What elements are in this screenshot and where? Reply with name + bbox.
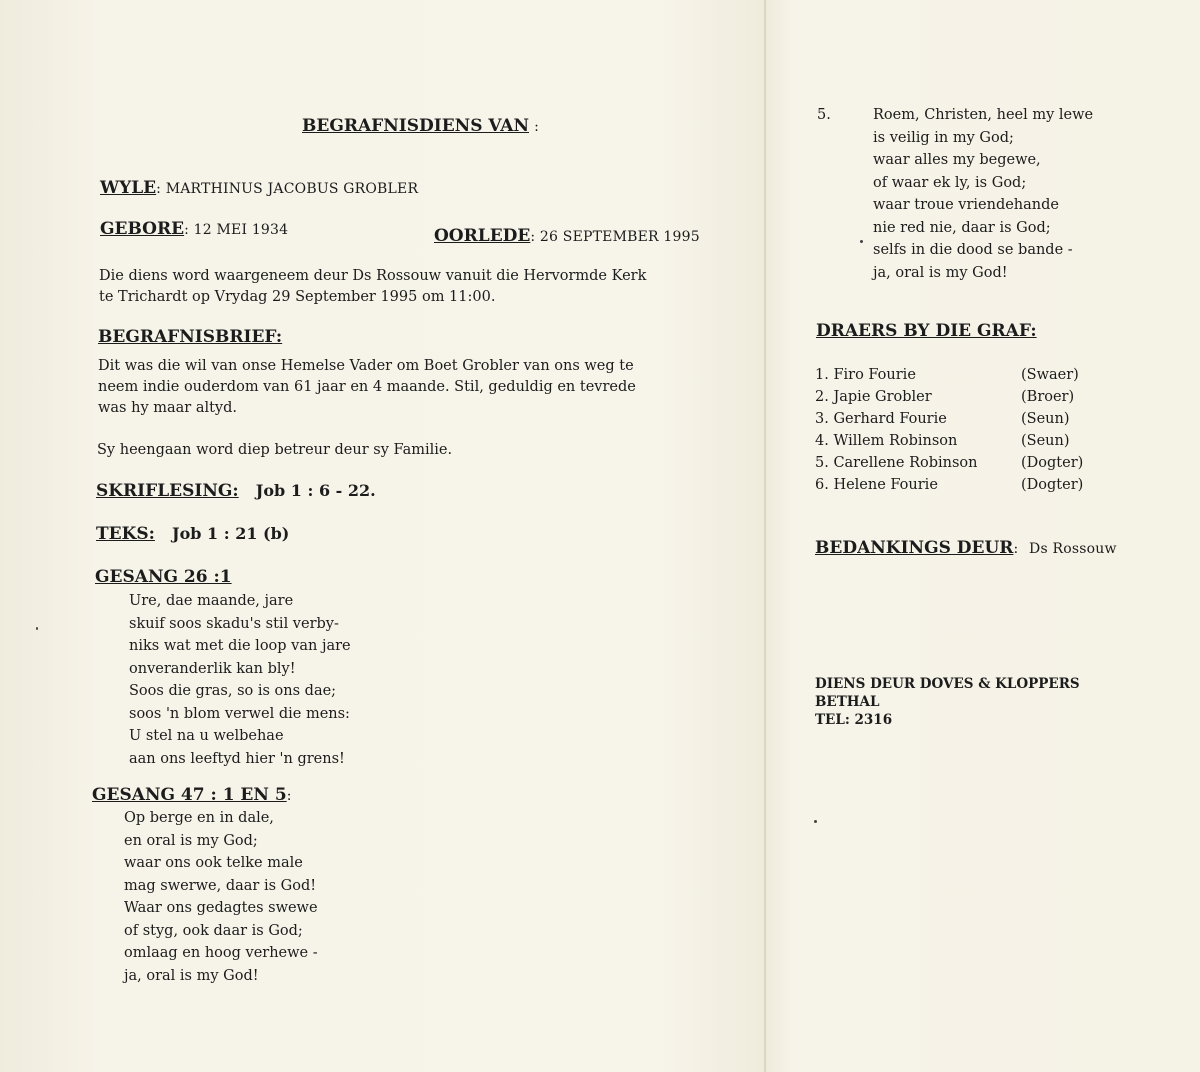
paper-speck — [814, 820, 817, 823]
thanks-value: Ds Rossouw — [1029, 541, 1117, 557]
thanks-row: BEDANKINGS DEUR: Ds Rossouw — [815, 538, 1117, 558]
list-item: 4. Willem Robinson (Seun) — [815, 433, 1070, 449]
born-row — [100, 219, 288, 239]
wyle-value: : MARTHINUS JACOBUS GROBLER — [156, 181, 419, 197]
hymn1-heading: GESANG 26 :1 — [95, 567, 232, 587]
gebore-value: : 12 MEI 1934 — [184, 222, 289, 238]
bearers-heading: DRAERS BY DIE GRAF: — [816, 321, 1037, 341]
program-title: BEGRAFNISDIENS VAN : — [302, 116, 540, 136]
verse-number: 5. — [817, 107, 831, 123]
letter-heading: BEGRAFNISBRIEF: — [98, 327, 283, 347]
thanks-label: BEDANKINGS DEUR — [815, 538, 1014, 558]
text-reference — [96, 524, 289, 544]
list-item: 3. Gerhard Fourie (Seun) — [815, 411, 1070, 427]
list-item: 6. Helene Fourie (Dogter) — [815, 477, 1084, 493]
skriflesing-label: SKRIFLESING: — [96, 481, 239, 501]
list-item: 2. Japie Grobler (Broer) — [815, 389, 1075, 405]
paper-speck — [36, 627, 38, 630]
list-item: 1. Firo Fourie (Swaer) — [815, 367, 1079, 383]
letter-text: Dit was die wil van onse Hemelse Vader om Boet Grobler van ons weg te neem indie ouderdom van 61 jaar en 4 maande. Stil, geduldig en tevrede was hy maar altyd. — [98, 358, 636, 416]
bearers-list — [815, 364, 1115, 496]
oorlede-label: OORLEDE — [434, 226, 531, 246]
gebore-label: GEBORE — [100, 219, 185, 239]
verse-5: Roem, Christen, heel my lewe is veilig in my God; waar alles my begewe, of waar ek ly, is God; waar troue vriendehande nie red nie, daar is God; selfs in die dood se bande - ja, oral is my God! — [873, 107, 1094, 281]
scripture-reading — [96, 481, 376, 501]
teks-value: Job 1 : 21 (b) — [172, 524, 290, 543]
list-item: 5. Carellene Robinson (Dogter) — [815, 455, 1084, 471]
deceased-row — [100, 178, 418, 198]
teks-label: TEKS: — [96, 524, 155, 544]
skriflesing-value: Job 1 : 6 - 22. — [255, 481, 376, 500]
died-row — [434, 226, 700, 246]
hymn2-heading: GESANG 47 : 1 EN 5: — [92, 785, 292, 805]
service-info: Die diens word waargeneem deur Ds Rossouw vanuit die Hervormde Kerk te Trichardt op Vrydag 29 September 1995 om 11:00. — [99, 268, 647, 305]
hymn2-verse: Op berge en in dale, en oral is my God; waar ons ook telke male mag swerwe, daar is God! Waar ons gedagtes swewe of styg, ook daar is God; omlaag en hoog verhewe - ja, oral is my God! — [124, 810, 318, 984]
paper-speck — [860, 240, 863, 243]
wyle-label: WYLE — [100, 178, 157, 198]
oorlede-value: : 26 SEPTEMBER 1995 — [530, 229, 700, 245]
letter-closing: Sy heengaan word diep betreur deur sy Familie. — [97, 442, 453, 458]
hymn1-verse: Ure, dae maande, jare skuif soos skadu's stil verby- niks wat met die loop van jare onveranderlik kan bly! Soos die gras, so is ons dae; soos 'n blom verwel die mens: U stel na u welbehae aan ons leeftyd hier 'n grens! — [129, 593, 351, 767]
fold-line — [764, 0, 766, 1072]
undertaker-info: DIENS DEUR DOVES & KLOPPERS BETHAL TEL: 2316 — [815, 676, 1080, 728]
